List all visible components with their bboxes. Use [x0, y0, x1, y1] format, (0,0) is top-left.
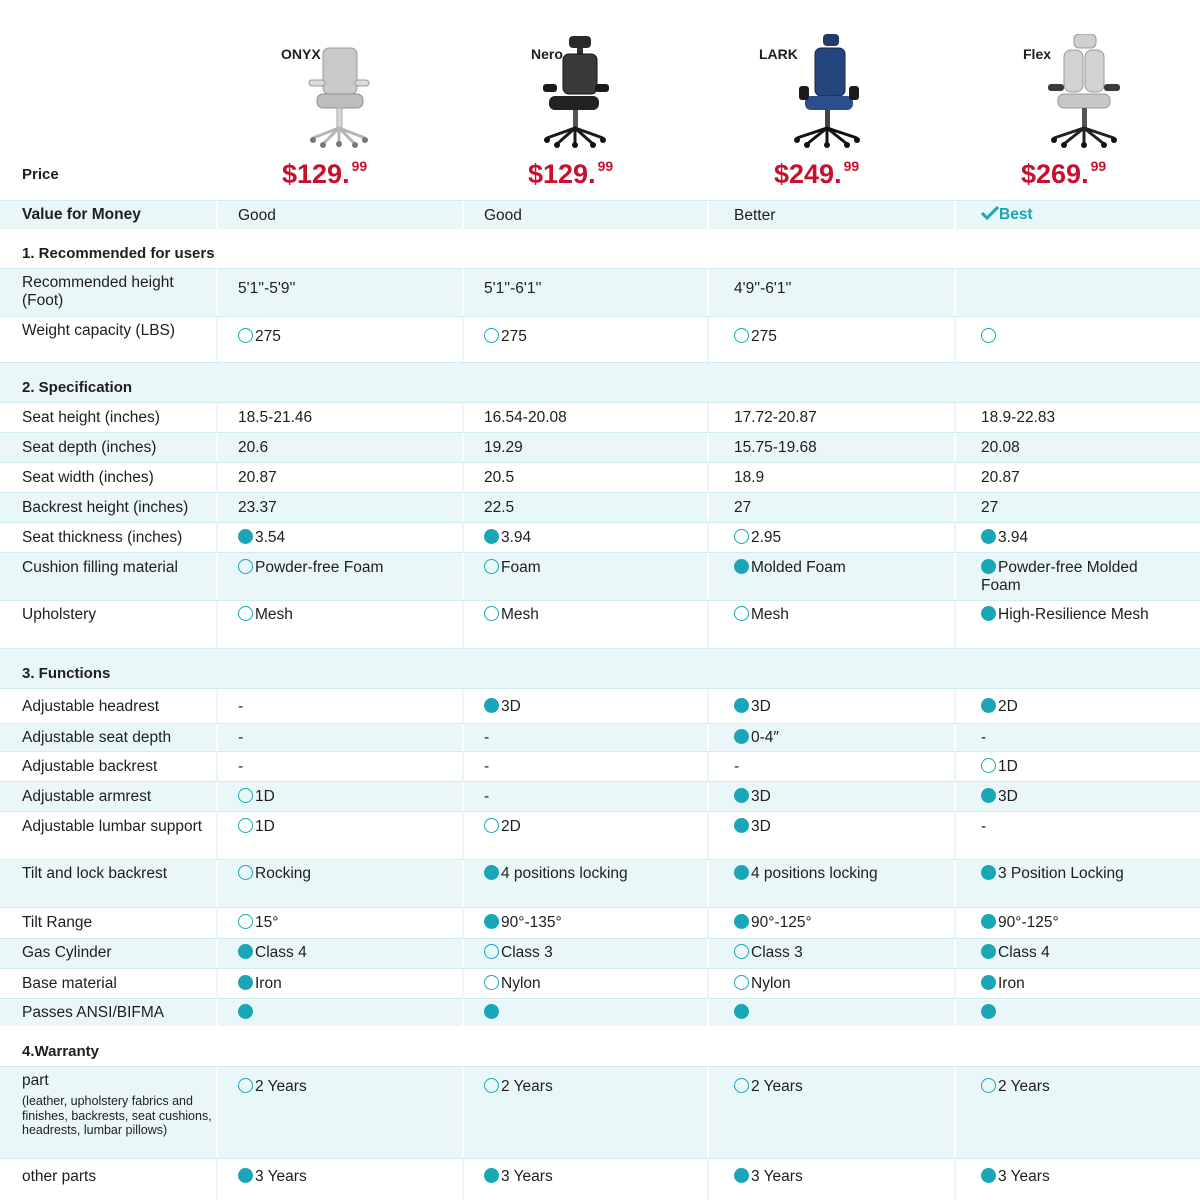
rating-dot-icon — [484, 606, 499, 621]
row-label: Adjustable armrest — [22, 788, 152, 805]
product-name: LARK — [759, 46, 798, 62]
product-price: $129. 99 — [282, 158, 368, 189]
cell-value: - — [238, 758, 244, 775]
row-label: Adjustable headrest — [22, 698, 160, 715]
rating-dot-icon — [734, 729, 749, 744]
cell-value: 23.37 — [238, 499, 277, 516]
rating-dot-icon — [484, 975, 499, 990]
row-label: Upholstery — [22, 606, 97, 623]
rating-dot-icon — [484, 559, 499, 574]
row-tilt-lock — [0, 859, 1200, 907]
cell-value: Class 4 — [981, 939, 1181, 968]
cell-value: Molded Foam — [734, 553, 954, 600]
cell-value: Class 3 — [734, 939, 954, 968]
rating-dot-icon — [734, 559, 749, 574]
cell-value: 3.54 — [238, 523, 458, 552]
section-row-spec — [0, 362, 1200, 402]
cell-value: 3D — [734, 782, 954, 811]
cell-value: - — [484, 729, 490, 746]
row-seat-height — [0, 402, 1200, 432]
cell-value: 20.5 — [484, 469, 515, 486]
rating-dot-icon — [484, 698, 499, 713]
cell-value: High-Resilience Mesh — [981, 601, 1181, 648]
rating-dot-icon — [238, 788, 253, 803]
rating-dot-icon — [981, 698, 996, 713]
row-upholstery — [0, 600, 1200, 648]
cell-value: 3.94 — [484, 523, 704, 552]
product-flex[interactable] — [981, 0, 1191, 200]
row-label: Value for Money — [22, 206, 141, 223]
rating-dot-icon — [981, 758, 996, 773]
row-label: Seat height (inches) — [22, 409, 160, 426]
cell-value: 2D — [484, 812, 704, 859]
row-gas — [0, 938, 1200, 968]
product-lark[interactable] — [734, 0, 954, 200]
cell-value — [981, 317, 1181, 362]
row-armrest — [0, 781, 1200, 811]
rating-dot-icon — [238, 559, 253, 574]
rating-dot-icon — [981, 328, 996, 343]
rating-dot-icon — [238, 865, 253, 880]
cell-value: 3D — [734, 689, 954, 723]
cell-value: 90°-125° — [734, 908, 954, 938]
nero-chair-icon — [529, 34, 619, 150]
section-title-functions: 3. Functions — [22, 665, 111, 682]
rating-dot-icon — [734, 914, 749, 929]
rating-dot-icon — [734, 944, 749, 959]
cell-value: - — [484, 758, 490, 775]
cell-value: 20.87 — [238, 469, 277, 486]
cell-value: 2D — [981, 689, 1181, 723]
product-nero[interactable] — [484, 0, 704, 200]
rating-dot-icon — [484, 865, 499, 880]
cell-value — [484, 999, 704, 1026]
rating-dot-icon — [981, 1168, 996, 1183]
cell-value: 19.29 — [484, 439, 523, 456]
row-value-for-money — [0, 200, 1200, 229]
row-lumbar — [0, 811, 1200, 859]
cell-value: 27 — [734, 499, 752, 516]
rating-dot-icon — [238, 1004, 253, 1019]
cell-value: 3 Years — [238, 1159, 458, 1200]
rating-dot-icon — [238, 328, 253, 343]
row-label: Passes ANSI/BIFMA — [22, 1004, 165, 1021]
rating-dot-icon — [484, 914, 499, 929]
product-price: $129. 99 — [528, 158, 614, 189]
cell-value: 4 positions locking — [484, 860, 704, 907]
row-label: Adjustable lumbar support — [22, 818, 203, 835]
cell-best: Best — [981, 201, 1181, 229]
cell-value: 3 Years — [734, 1159, 954, 1200]
row-headrest — [0, 688, 1200, 723]
row-seat-thickness — [0, 522, 1200, 552]
row-label: Adjustable backrest — [22, 758, 158, 775]
cell-value: 1D — [238, 782, 458, 811]
cell-value: Iron — [981, 969, 1181, 998]
product-name: Flex — [1023, 46, 1052, 62]
cell-value: Class 3 — [484, 939, 704, 968]
cell-value: Nylon — [734, 969, 954, 998]
rating-dot-icon — [484, 529, 499, 544]
row-ansi — [0, 998, 1200, 1026]
row-label: Tilt and lock backrest — [22, 865, 168, 882]
cell-value: 4 positions locking — [734, 860, 954, 907]
cell-value: 0-4″ — [734, 724, 954, 751]
rating-dot-icon — [981, 529, 996, 544]
row-label: Base material — [22, 975, 117, 992]
rating-dot-icon — [981, 1078, 996, 1093]
cell-value: 2 Years — [238, 1067, 458, 1158]
product-price: $249. 99 — [774, 158, 860, 189]
row-label: Weight capacity (LBS) — [22, 322, 176, 339]
row-recommended-height — [0, 268, 1200, 316]
lark-chair-icon — [779, 34, 869, 150]
rating-dot-icon — [981, 944, 996, 959]
cell-value: Foam — [484, 553, 704, 600]
row-other-parts-warranty — [0, 1158, 1200, 1200]
cell-value: 27 — [981, 499, 999, 516]
cell-value: 3.94 — [981, 523, 1181, 552]
cell-value: Good — [238, 207, 276, 224]
rating-dot-icon — [981, 1004, 996, 1019]
cell-value: 3D — [981, 782, 1181, 811]
cell-value — [734, 999, 954, 1026]
row-label: Seat thickness (inches) — [22, 529, 183, 546]
rating-dot-icon — [734, 788, 749, 803]
row-part-warranty — [0, 1066, 1200, 1158]
rating-dot-icon — [734, 818, 749, 833]
row-sublabel: (leather, upholstery fabrics and finishes, backrests, seat cushions, headrests, lumbar pillows) — [22, 1094, 212, 1137]
row-label: part (leather, upholstery fabrics and finishes, backrests, seat cushions, headrests, lumbar pillows) — [22, 1067, 218, 1158]
rating-dot-icon — [238, 914, 253, 929]
flex-chair-icon — [1036, 34, 1126, 150]
cell-value: 22.5 — [484, 499, 515, 516]
rating-dot-icon — [734, 529, 749, 544]
cell-value: - — [238, 729, 244, 746]
row-seat-depth-adj — [0, 723, 1200, 751]
cell-value — [238, 999, 458, 1026]
row-label: Tilt Range — [22, 914, 93, 931]
rating-dot-icon — [484, 944, 499, 959]
cell-value — [981, 999, 1181, 1026]
rating-dot-icon — [238, 529, 253, 544]
rating-dot-icon — [734, 1004, 749, 1019]
cell-value: 3 Years — [981, 1159, 1181, 1200]
rating-dot-icon — [484, 1078, 499, 1093]
cell-value: 90°-135° — [484, 908, 704, 938]
rating-dot-icon — [238, 975, 253, 990]
row-label: Adjustable seat depth — [22, 729, 172, 746]
row-backrest-adj — [0, 751, 1200, 781]
row-label: Gas Cylinder — [22, 944, 112, 961]
section-title-spec: 2. Specification — [22, 379, 133, 396]
cell-value: 1D — [238, 812, 458, 859]
cell-value: 3 Position Locking — [981, 860, 1181, 907]
checkmark-icon — [981, 206, 999, 220]
product-price: $269. 99 — [1021, 158, 1107, 189]
section-title-warranty: 4.Warranty — [22, 1043, 99, 1060]
price-label: Price — [22, 166, 59, 183]
cell-value: - — [981, 729, 987, 746]
rating-dot-icon — [734, 865, 749, 880]
rating-dot-icon — [484, 1168, 499, 1183]
row-label: Cushion filling material — [22, 559, 178, 576]
row-label: other parts — [22, 1168, 97, 1185]
rating-dot-icon — [238, 1168, 253, 1183]
cell-value — [981, 269, 1181, 316]
cell-value: 18.9 — [734, 469, 765, 486]
row-cushion — [0, 552, 1200, 600]
rating-dot-icon — [734, 328, 749, 343]
cell-value: Nylon — [484, 969, 704, 998]
product-name: Nero — [531, 46, 563, 62]
cell-value: 20.87 — [981, 469, 1020, 486]
rating-dot-icon — [238, 818, 253, 833]
row-weight-capacity — [0, 316, 1200, 362]
cell-value: 1D — [981, 752, 1181, 781]
rating-dot-icon — [734, 1168, 749, 1183]
cell-value: 3D — [484, 689, 704, 723]
cell-value: 16.54-20.08 — [484, 409, 567, 426]
rating-dot-icon — [238, 1078, 253, 1093]
cell-value: Mesh — [484, 601, 704, 648]
product-onyx[interactable] — [238, 0, 458, 200]
cell-value: Class 4 — [238, 939, 458, 968]
row-backrest-height — [0, 492, 1200, 522]
cell-value: - — [981, 818, 987, 835]
cell-value: 18.5-21.46 — [238, 409, 313, 426]
cell-value: 2 Years — [981, 1067, 1181, 1158]
cell-value: Mesh — [734, 601, 954, 648]
rating-dot-icon — [981, 914, 996, 929]
cell-value: 275 — [484, 317, 704, 362]
row-seat-width — [0, 462, 1200, 492]
rating-dot-icon — [734, 975, 749, 990]
product-name: ONYX — [281, 46, 321, 62]
product-header — [0, 0, 1200, 200]
cell-value: 15.75-19.68 — [734, 439, 817, 456]
cell-value: 2 Years — [484, 1067, 704, 1158]
cell-value: 20.6 — [238, 439, 269, 456]
cell-value: 17.72-20.87 — [734, 409, 817, 426]
rating-dot-icon — [484, 328, 499, 343]
cell-value: 3 Years — [484, 1159, 704, 1200]
cell-value: - — [484, 788, 490, 805]
cell-value: 275 — [734, 317, 954, 362]
row-tilt-range — [0, 907, 1200, 938]
cell-value: 15° — [238, 908, 458, 938]
row-label: Seat width (inches) — [22, 469, 154, 486]
cell-value: 2 Years — [734, 1067, 954, 1158]
cell-value: Mesh — [238, 601, 458, 648]
row-label: Recommended height (Foot) — [22, 274, 174, 309]
rating-dot-icon — [238, 944, 253, 959]
cell-value: 275 — [238, 317, 458, 362]
row-base — [0, 968, 1200, 998]
section-title-users: 1. Recommended for users — [22, 245, 215, 262]
cell-value: Better — [734, 207, 776, 224]
cell-value: 3D — [734, 812, 954, 859]
cell-value: 20.08 — [981, 439, 1020, 456]
cell-value: Powder-free Foam — [238, 553, 458, 600]
rating-dot-icon — [734, 1078, 749, 1093]
cell-value: 2.95 — [734, 523, 954, 552]
onyx-chair-icon — [293, 34, 383, 150]
rating-dot-icon — [734, 698, 749, 713]
rating-dot-icon — [238, 606, 253, 621]
section-row-functions — [0, 648, 1200, 688]
cell-value: 90°-125° — [981, 908, 1181, 938]
rating-dot-icon — [734, 606, 749, 621]
row-seat-depth — [0, 432, 1200, 462]
cell-value: Rocking — [238, 860, 458, 907]
cell-value: 4'9''-6'1'' — [734, 280, 792, 297]
rating-dot-icon — [981, 606, 996, 621]
rating-dot-icon — [981, 975, 996, 990]
cell-value: 18.9-22.83 — [981, 409, 1056, 426]
rating-dot-icon — [981, 788, 996, 803]
cell-value: - — [734, 758, 740, 775]
cell-value: 5'1''-6'1'' — [484, 280, 542, 297]
rating-dot-icon — [484, 818, 499, 833]
rating-dot-icon — [981, 865, 996, 880]
row-label: Backrest height (inches) — [22, 499, 189, 516]
cell-value: 5'1''-5'9'' — [238, 280, 296, 297]
row-label: Seat depth (inches) — [22, 439, 157, 456]
rating-dot-icon — [484, 1004, 499, 1019]
rating-dot-icon — [981, 559, 996, 574]
cell-value: Good — [484, 207, 522, 224]
cell-value: Powder-free Molded Foam — [981, 559, 1138, 594]
cell-value: - — [238, 698, 244, 715]
cell-value: Iron — [238, 969, 458, 998]
